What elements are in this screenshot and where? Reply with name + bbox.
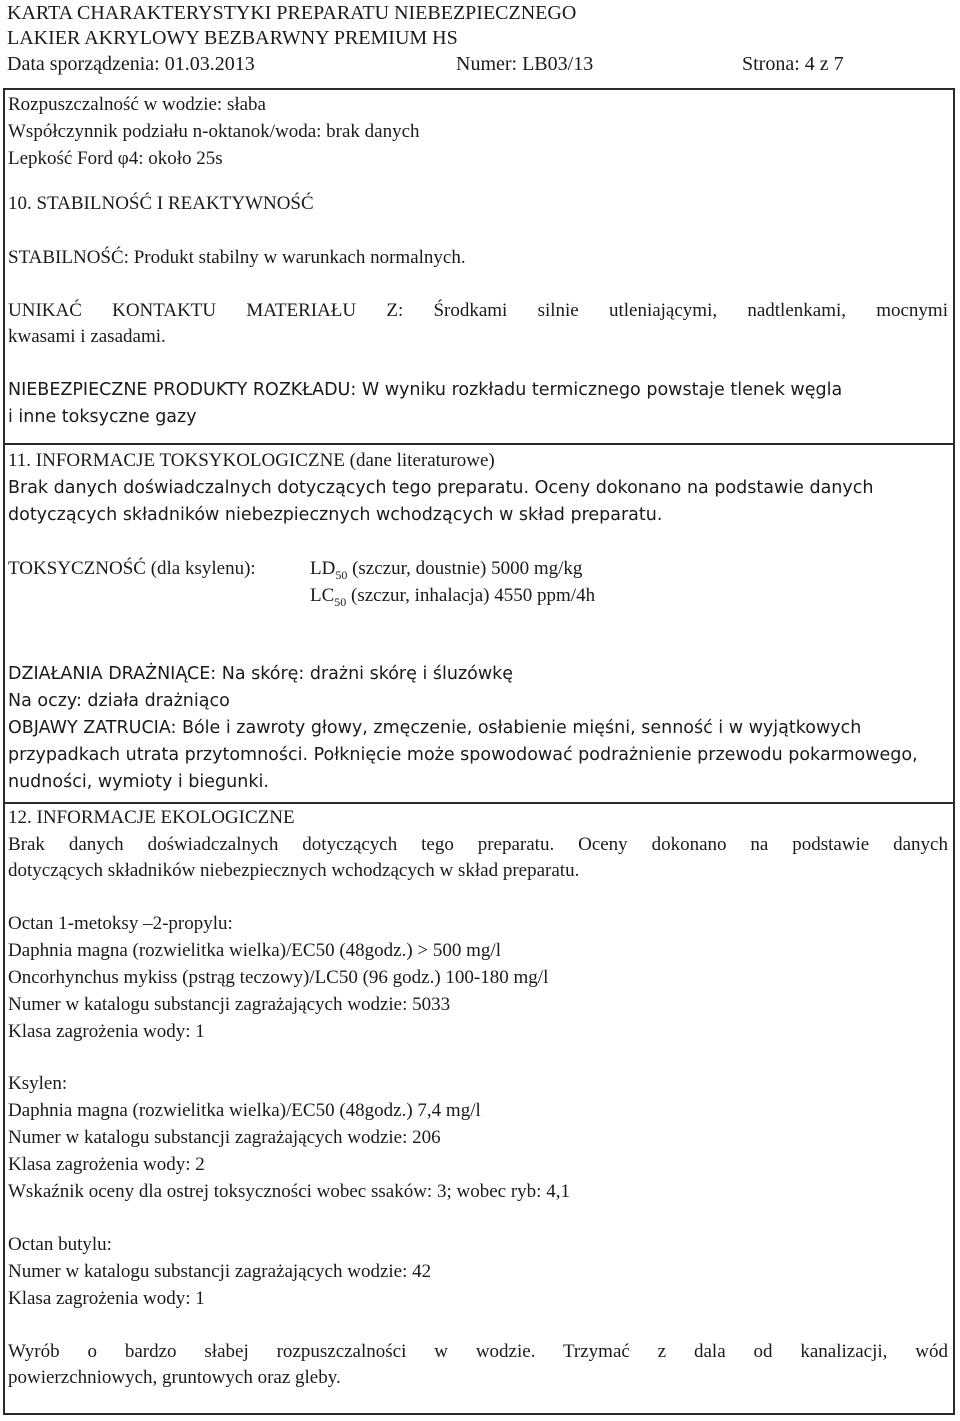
tox-intro-line-1: Brak danych doświadczalnych dotyczących tego preparatu. Oceny dokonano na podstawie danych [8, 478, 874, 498]
ld-value: (szczur, doustnie) 5000 mg/kg [347, 558, 583, 579]
doc-number: Numer: LB03/13 [456, 53, 594, 75]
solubility-line: Rozpuszczalność w wodzie: słaba [8, 94, 266, 115]
stability-line: STABILNOŚĆ: Produkt stabilny w warunkach normalnych. [8, 247, 466, 268]
ld50-line [310, 556, 582, 582]
octan-line-4: Klasa zagrożenia wody: 1 [8, 1021, 205, 1042]
ksylen-title: Ksylen: [8, 1073, 68, 1094]
issue-date: Data sporządzenia: 01.03.2013 [7, 53, 255, 75]
ksylen-line-3: Klasa zagrożenia wody: 2 [8, 1154, 205, 1175]
symptoms-line-3: nudności, wymioty i biegunki. [8, 772, 269, 792]
butyl-line-1: Numer w katalogu substancji zagrażających wodzie: 42 [8, 1261, 432, 1282]
butyl-line-2: Klasa zagrożenia wody: 1 [8, 1288, 205, 1309]
avoid-line-2: kwasami i zasadami. [8, 326, 166, 347]
ld-label: LD [310, 558, 336, 579]
decomposition-line-1: NIEBEZPIECZNE PRODUKTY ROZKŁADU: W wyniku rozkładu termicznego powstaje tlenek węgla [8, 380, 843, 400]
product-name: LAKIER AKRYLOWY BEZBARWNY PREMIUM HS [7, 27, 458, 49]
page-number: Strona: 4 z 7 [742, 53, 844, 75]
irritation-line-2: Na oczy: działa drażniąco [8, 691, 230, 711]
octan-line-2: Oncorhynchus mykiss (pstrąg teczowy)/LC50 (96 godz.) 100-180 mg/l [8, 967, 549, 988]
octan-title: Octan 1-metoksy –2-propylu: [8, 913, 233, 934]
viscosity-line: Lepkość Ford φ4: około 25s [8, 148, 223, 169]
octan-line-1: Daphnia magna (rozwielitka wielka)/EC50 (48godz.) > 500 mg/l [8, 940, 501, 961]
eco-intro-text-1: Brak danych doświadczalnych dotyczących tego preparatu. Oceny dokonano na podstawie danych [8, 834, 948, 855]
symptoms-line-2: przypadkach utrata przytomności. Połknięcie może spowodować podrażnienie przewodu pokarmowego, [8, 745, 918, 765]
octan-line-3: Numer w katalogu substancji zagrażających wodzie: 5033 [8, 994, 451, 1015]
symptoms-line-1: OBJAWY ZATRUCIA: Bóle i zawroty głowy, zmęczenie, osłabienie mięśni, senność i w wyjątkowych [8, 718, 862, 738]
final-line-1 [8, 1338, 948, 1365]
eco-intro-line-1 [8, 831, 948, 858]
lc-subscript: 50 [334, 595, 347, 609]
section11-title: 11. INFORMACJE TOKSYKOLOGICZNE (dane literaturowe) [8, 450, 495, 471]
doc-title: KARTA CHARAKTERYSTYKI PREPARATU NIEBEZPIECZNEGO [7, 2, 577, 24]
decomposition-line-2: i inne toksyczne gazy [8, 407, 197, 427]
tox-intro-line-2: dotyczących składników niebezpiecznych wchodzących w skład preparatu. [8, 505, 663, 525]
irritation-line-1: DZIAŁANIA DRAŻNIĄCE: Na skórę: drażni skórę i śluzówkę [8, 664, 514, 684]
lc50-line [310, 583, 595, 609]
eco-intro-line-2: dotyczących składników niebezpiecznych wchodzących w skład preparatu. [8, 860, 580, 881]
toxicity-label: TOKSYCZNOŚĆ (dla ksylenu): [8, 558, 256, 579]
partition-line: Współczynnik podziału n-oktanok/woda: brak danych [8, 121, 420, 142]
final-text-1: Wyrób o bardzo słabej rozpuszczalności w wodzie. Trzymać z dala od kanalizacji, wód [8, 1341, 948, 1362]
ksylen-line-1: Daphnia magna (rozwielitka wielka)/EC50 (48godz.) 7,4 mg/l [8, 1100, 481, 1121]
final-line-2: powierzchniowych, gruntowych oraz gleby. [8, 1367, 341, 1388]
lc-label: LC [310, 585, 335, 606]
section10-title: 10. STABILNOŚĆ I REAKTYWNOŚĆ [8, 193, 314, 214]
avoid-text-1: UNIKAĆ KONTAKTU MATERIAŁU Z: Środkami silnie utleniającymi, nadtlenkami, mocnymi [8, 300, 948, 321]
butyl-title: Octan butylu: [8, 1234, 112, 1255]
section12-title: 12. INFORMACJE EKOLOGICZNE [8, 807, 295, 828]
ld-subscript: 50 [335, 568, 348, 582]
avoid-line-1 [8, 297, 948, 324]
lc-value: (szczur, inhalacja) 4550 ppm/4h [346, 585, 596, 606]
ksylen-line-4: Wskaźnik oceny dla ostrej toksyczności wobec ssaków: 3; wobec ryb: 4,1 [8, 1181, 570, 1202]
ksylen-line-2: Numer w katalogu substancji zagrażających wodzie: 206 [8, 1127, 441, 1148]
